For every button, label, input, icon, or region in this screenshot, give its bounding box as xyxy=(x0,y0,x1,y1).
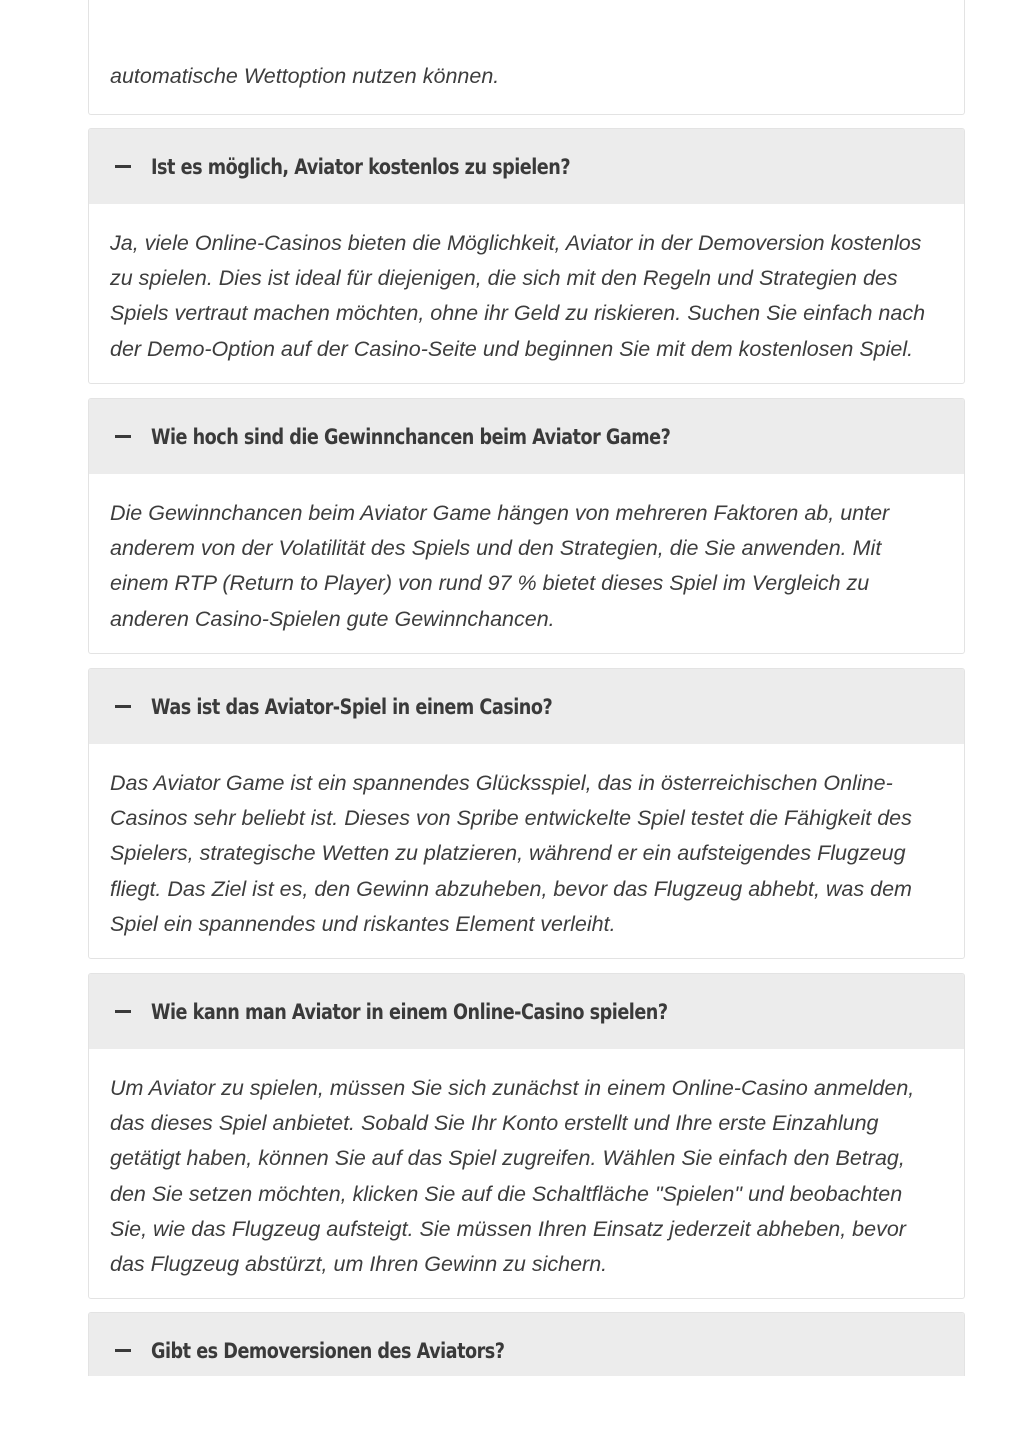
minus-icon[interactable] xyxy=(115,1349,131,1352)
faq-answer-text: Ja, viele Online-Casinos bieten die Möglichkeit, Aviator in der Demoversion kostenlos zu spielen. Dies ist ideal für diejenigen, die sich mit den Regeln und Strategien des Spiels vertraut machen möchten, ohne ihr Geld zu riskieren. Suchen Sie einfach nach der Demo-Option auf der Casino-Seite und beginnen Sie mit dem kostenlosen Spiel. xyxy=(110,231,926,361)
faq-question-text: Gibt es Demoversionen des Aviators? xyxy=(151,1338,505,1363)
faq-question-toggle[interactable] xyxy=(89,1313,964,1376)
faq-item xyxy=(88,128,965,384)
faq-item xyxy=(88,668,965,959)
faq-question-toggle[interactable] xyxy=(89,974,964,1049)
faq-answer-panel xyxy=(89,1049,964,1299)
faq-question-text: Was ist das Aviator-Spiel in einem Casino? xyxy=(151,694,553,719)
faq-answer-panel xyxy=(89,0,964,88)
faq-question-toggle[interactable] xyxy=(89,669,964,744)
minus-icon[interactable] xyxy=(115,165,131,168)
faq-answer-panel xyxy=(89,474,964,654)
faq-item xyxy=(88,1312,965,1376)
faq-item xyxy=(88,973,965,1299)
faq-item xyxy=(88,398,965,654)
faq-answer-panel xyxy=(89,204,964,384)
faq-question-text: Wie kann man Aviator in einem Online-Casino spielen? xyxy=(151,999,668,1024)
minus-icon[interactable] xyxy=(115,435,131,438)
faq-question-toggle[interactable] xyxy=(89,399,964,474)
faq-question-text: Ist es möglich, Aviator kostenlos zu spielen? xyxy=(151,154,571,179)
minus-icon[interactable] xyxy=(115,705,131,708)
minus-icon[interactable] xyxy=(115,1010,131,1013)
faq-item-previous xyxy=(88,0,965,115)
faq-answer-panel xyxy=(89,744,964,959)
faq-question-toggle[interactable] xyxy=(89,129,964,204)
faq-answer-text: Um Aviator zu spielen, müssen Sie sich zunächst in einem Online-Casino anmelden, das dieses Spiel anbietet. Sobald Sie Ihr Konto erstellt und Ihre erste Einzahlung getätigt haben, können Sie auf das Spiel zugreifen. Wählen Sie einfach den Betrag, den Sie setzen möchten, klicken Sie auf die Schaltfläche "Spielen" und beobachten Sie, wie das Flugzeug aufsteigt. Sie müssen Ihren Einsatz jederzeit abheben, bevor das Flugzeug abstürzt, um Ihren Gewinn zu sichern. xyxy=(110,1076,915,1277)
faq-question-text: Wie hoch sind die Gewinnchancen beim Aviator Game? xyxy=(151,424,671,449)
faq-answer-text: Die Gewinnchancen beim Aviator Game hängen von mehreren Faktoren ab, unter anderem von der Volatilität des Spiels und den Strategien, die Sie anwenden. Mit einem RTP (Return to Player) von rund 97 % bietet dieses Spiel im Vergleich zu anderen Casino-Spielen gute Gewinnchancen. xyxy=(110,501,890,631)
faq-answer-text: Das Aviator Game ist ein spannendes Glücksspiel, das in österreichischen Online-Casinos sehr beliebt ist. Dieses von Spribe entwickelte Spiel testet die Fähigkeit des Spielers, strategische Wetten zu platzieren, während er ein aufsteigendes Flugzeug fliegt. Das Ziel ist es, den Gewinn abzuheben, bevor das Flugzeug abhebt, was dem Spiel ein spannendes und riskantes Element verleiht. xyxy=(110,771,912,936)
faq-answer-text: automatische Wettoption nutzen können. xyxy=(110,64,500,88)
